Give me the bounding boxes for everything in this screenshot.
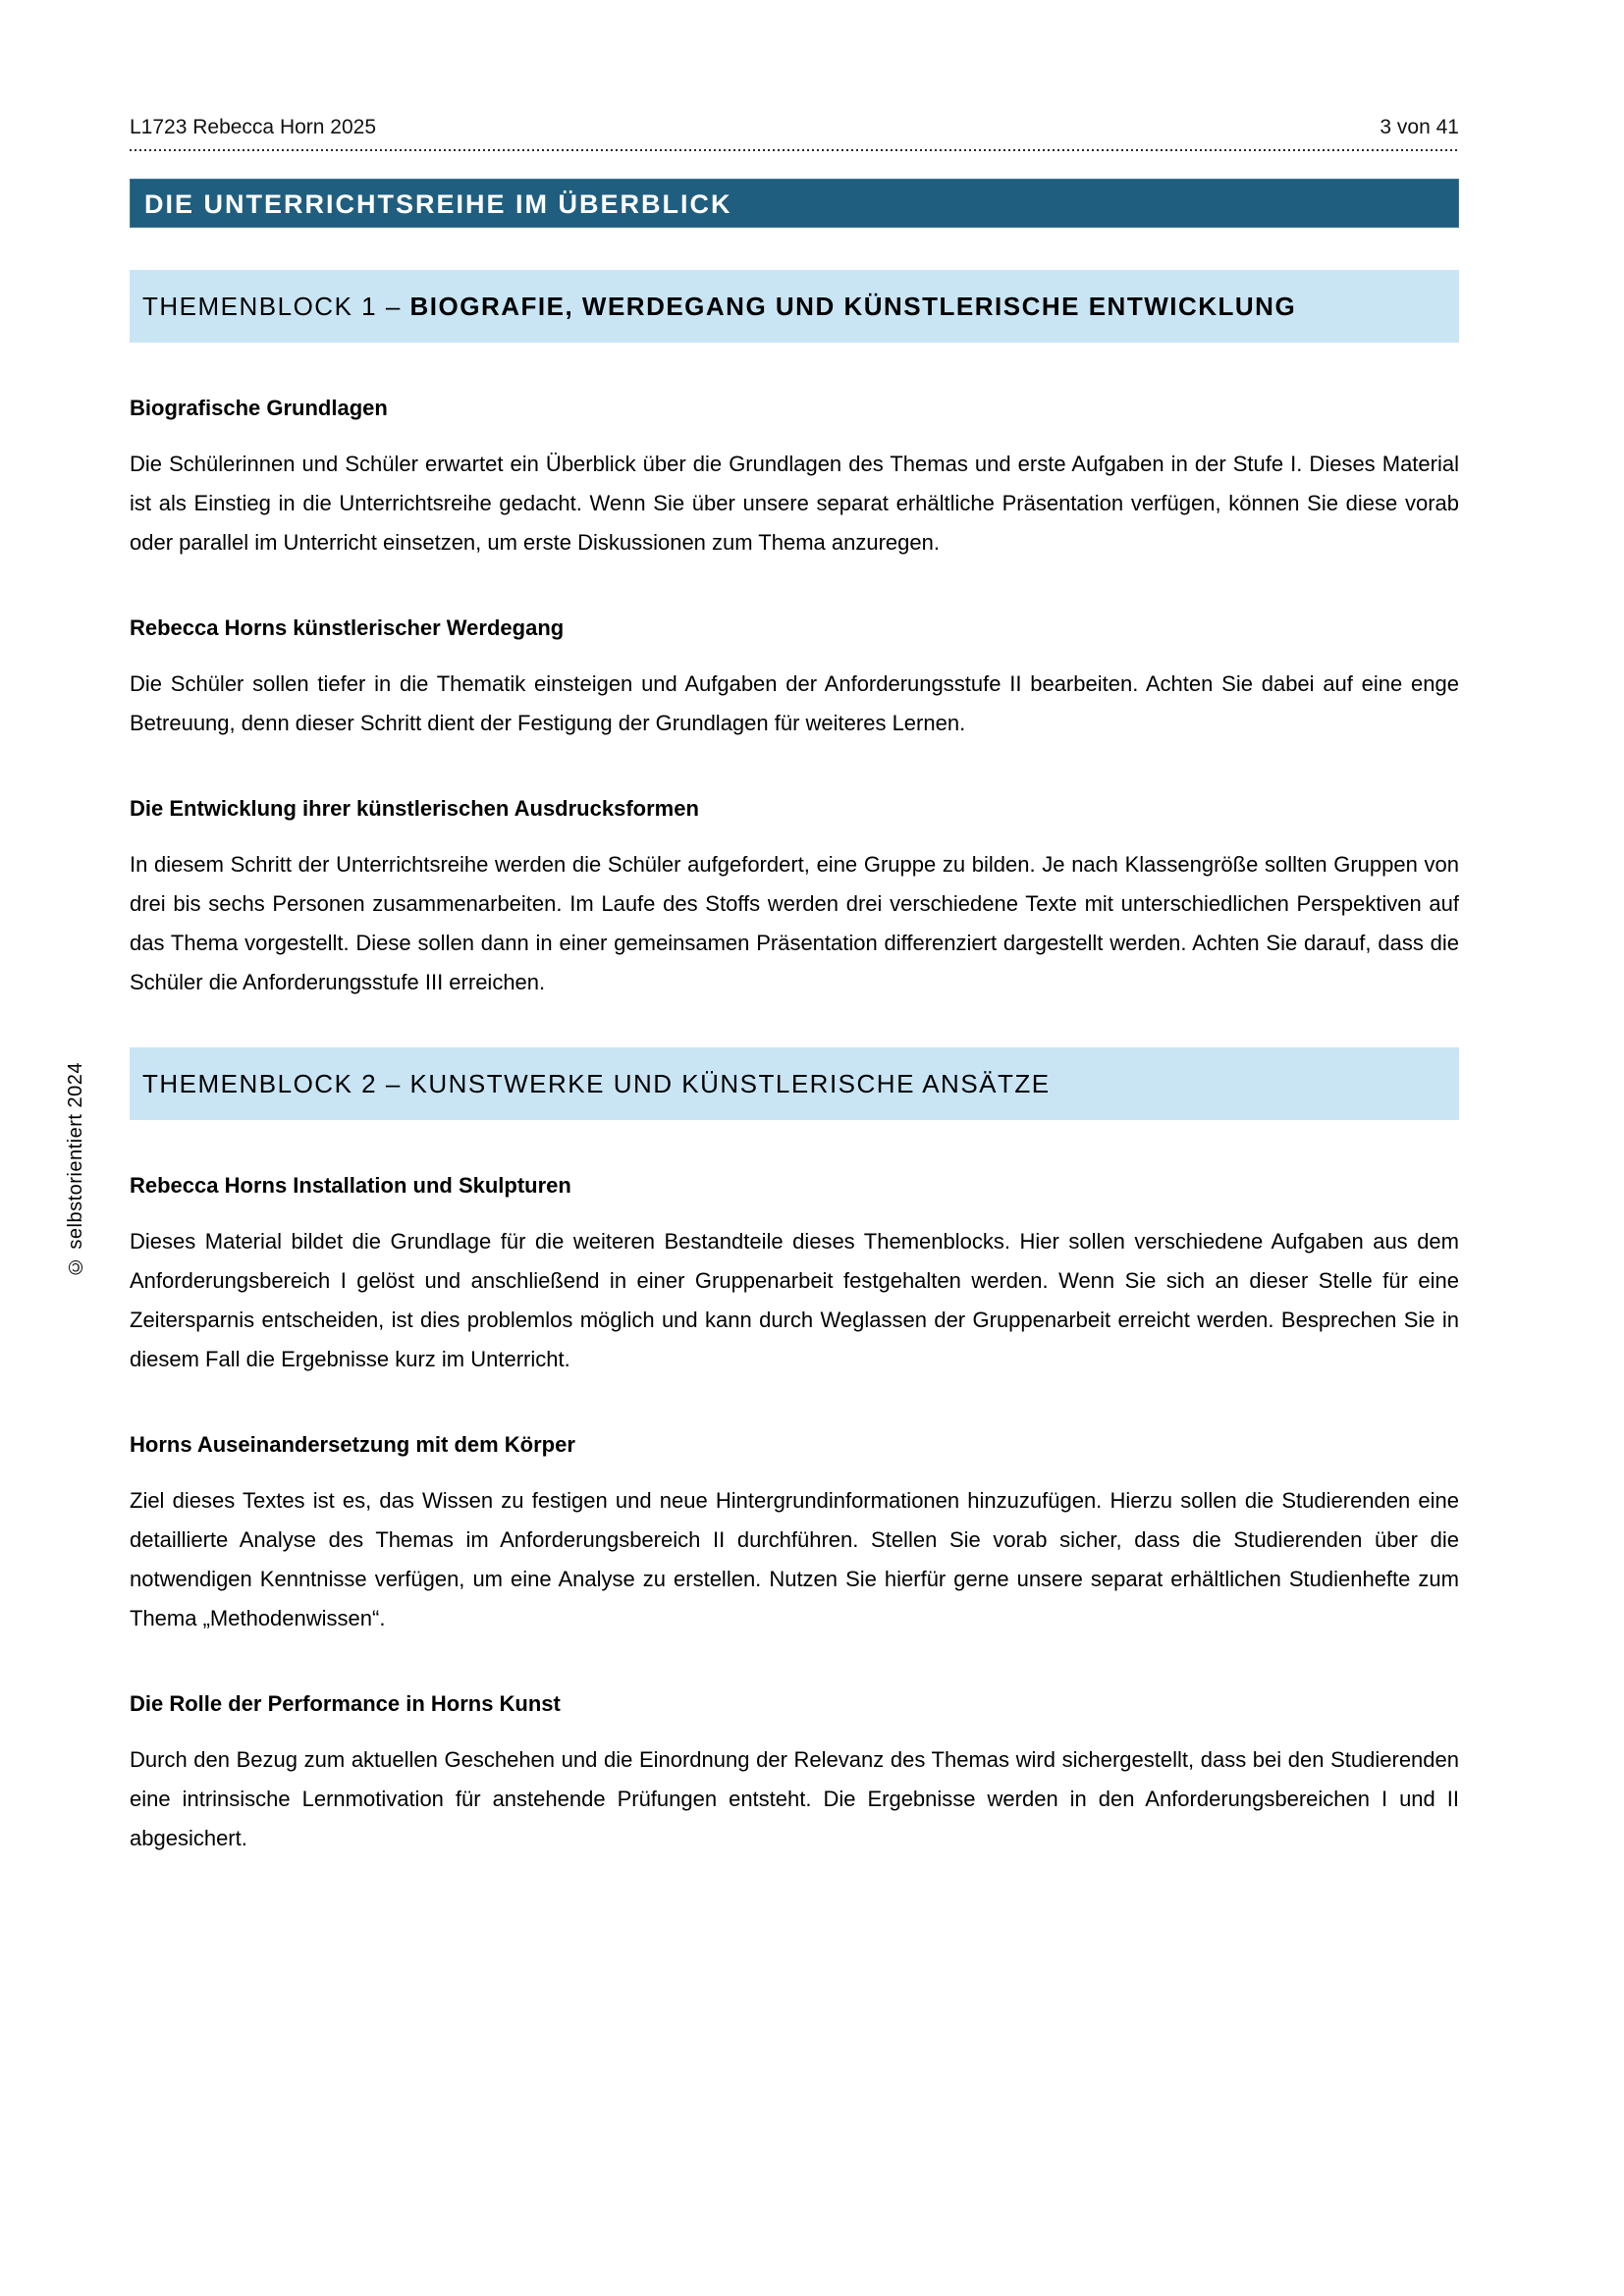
themenblock-1-banner <box>130 270 1459 343</box>
section-paragraph: Die Schüler sollen tiefer in die Thematik einsteigen und Aufgaben der Anforderungsstufe II bearbeiten. Achten Sie dabei auf eine enge Betreuung, denn dieser Schritt dient der Festigung der Grundlagen für weiteres Lernen. <box>130 671 1459 735</box>
copyright-vertical-label: © selbstorientiert 2024 <box>65 1062 86 1278</box>
section-heading: Die Rolle der Performance in Horns Kunst <box>130 1691 561 1716</box>
section-paragraph: Durch den Bezug zum aktuellen Geschehen und die Einordnung der Relevanz des Themas wird sichergestellt, dass bei den Studierenden eine intrinsische Lernmotivation für anstehende Prüfungen entsteht. Die Ergebnisse werden in den Anforderungsbereichen I und II abgesichert. <box>130 1747 1459 1850</box>
page-header <box>130 116 1459 149</box>
header-divider <box>130 149 1459 151</box>
section-installation-skulpturen <box>130 1173 1459 1379</box>
section-rolle-performance <box>130 1691 1459 1858</box>
section-paragraph: In diesem Schritt der Unterrichtsreihe werden die Schüler aufgefordert, eine Gruppe zu bilden. Je nach Klassengröße sollten Gruppen von drei bis sechs Personen zusammenarbeiten. Im Laufe des Stoffs werden drei verschiedene Texte mit unterschiedlichen Perspektiven auf das Thema vorgestellt. Diese sollen dann in einer gemeinsamen Präsentation differenziert dargestellt werden. Achten Sie darauf, dass die Schüler die Anforderungsstufe III erreichen. <box>130 852 1459 994</box>
section-heading: Die Entwicklung ihrer künstlerischen Ausdrucksformen <box>130 796 699 821</box>
section-heading: Biografische Grundlagen <box>130 396 388 420</box>
themenblock-2-prefix: THEMENBLOCK 2 – <box>142 1069 410 1098</box>
page-number: 3 von 41 <box>1380 116 1459 138</box>
section-biografische-grundlagen <box>130 396 1459 562</box>
section-paragraph: Dieses Material bildet die Grundlage für die weiteren Bestandteile dieses Themenblocks. Hier sollen verschiedene Aufgaben aus dem Anforderungsbereich I gelöst und anschließend in einer Gruppenarbeit festgehalten werden. Wenn Sie sich an dieser Stelle für eine Zeitersparnis entscheiden, ist dies problemlos möglich und kann durch Weglassen der Gruppenarbeit erreicht werden. Besprechen Sie in diesem Fall die Ergebnisse kurz im Unterricht. <box>130 1229 1459 1371</box>
section-heading: Rebecca Horns künstlerischer Werdegang <box>130 615 565 640</box>
themenblock-2-banner <box>130 1047 1459 1120</box>
series-overview-banner: DIE UNTERRICHTSREIHE IM ÜBERBLICK <box>130 179 1459 228</box>
themenblock-1-prefix: THEMENBLOCK 1 – <box>142 292 410 321</box>
document-code: L1723 Rebecca Horn 2025 <box>130 116 377 138</box>
themenblock-2-title: KUNSTWERKE UND KÜNSTLERISCHE ANSÄTZE <box>409 1069 1051 1098</box>
section-heading: Horns Auseinandersetzung mit dem Körper <box>130 1432 575 1457</box>
section-paragraph: Die Schülerinnen und Schüler erwartet ein Überblick über die Grundlagen des Themas und erste Aufgaben in der Stufe I. Dieses Material ist als Einstieg in die Unterrichtsreihe gedacht. Wenn Sie über unsere separat erhältliche Präsentation verfügen, können Sie diese vorab oder parallel im Unterricht einsetzen, um erste Diskussionen zum Thema anzuregen. <box>130 452 1459 555</box>
section-kuenstlerischer-werdegang <box>130 615 1459 743</box>
section-auseinandersetzung-koerper <box>130 1432 1459 1638</box>
section-entwicklung-ausdrucksformen <box>130 796 1459 1002</box>
themenblock-1-title: BIOGRAFIE, WERDEGANG UND KÜNSTLERISCHE ENTWICKLUNG <box>409 292 1297 321</box>
section-paragraph: Ziel dieses Textes ist es, das Wissen zu festigen und neue Hintergrundinformationen hinzuzufügen. Hierzu sollen die Studierenden eine detaillierte Analyse des Themas im Anforderungsbereich II durchführen. Stellen Sie vorab sicher, dass die Studierenden über die notwendigen Kenntnisse verfügen, um eine Analyse zu erstellen. Nutzen Sie hierfür gerne unsere separat erhältlichen Studienhefte zum Thema „Methodenwissen“. <box>130 1488 1459 1630</box>
section-heading: Rebecca Horns Installation und Skulpturen <box>130 1173 571 1198</box>
